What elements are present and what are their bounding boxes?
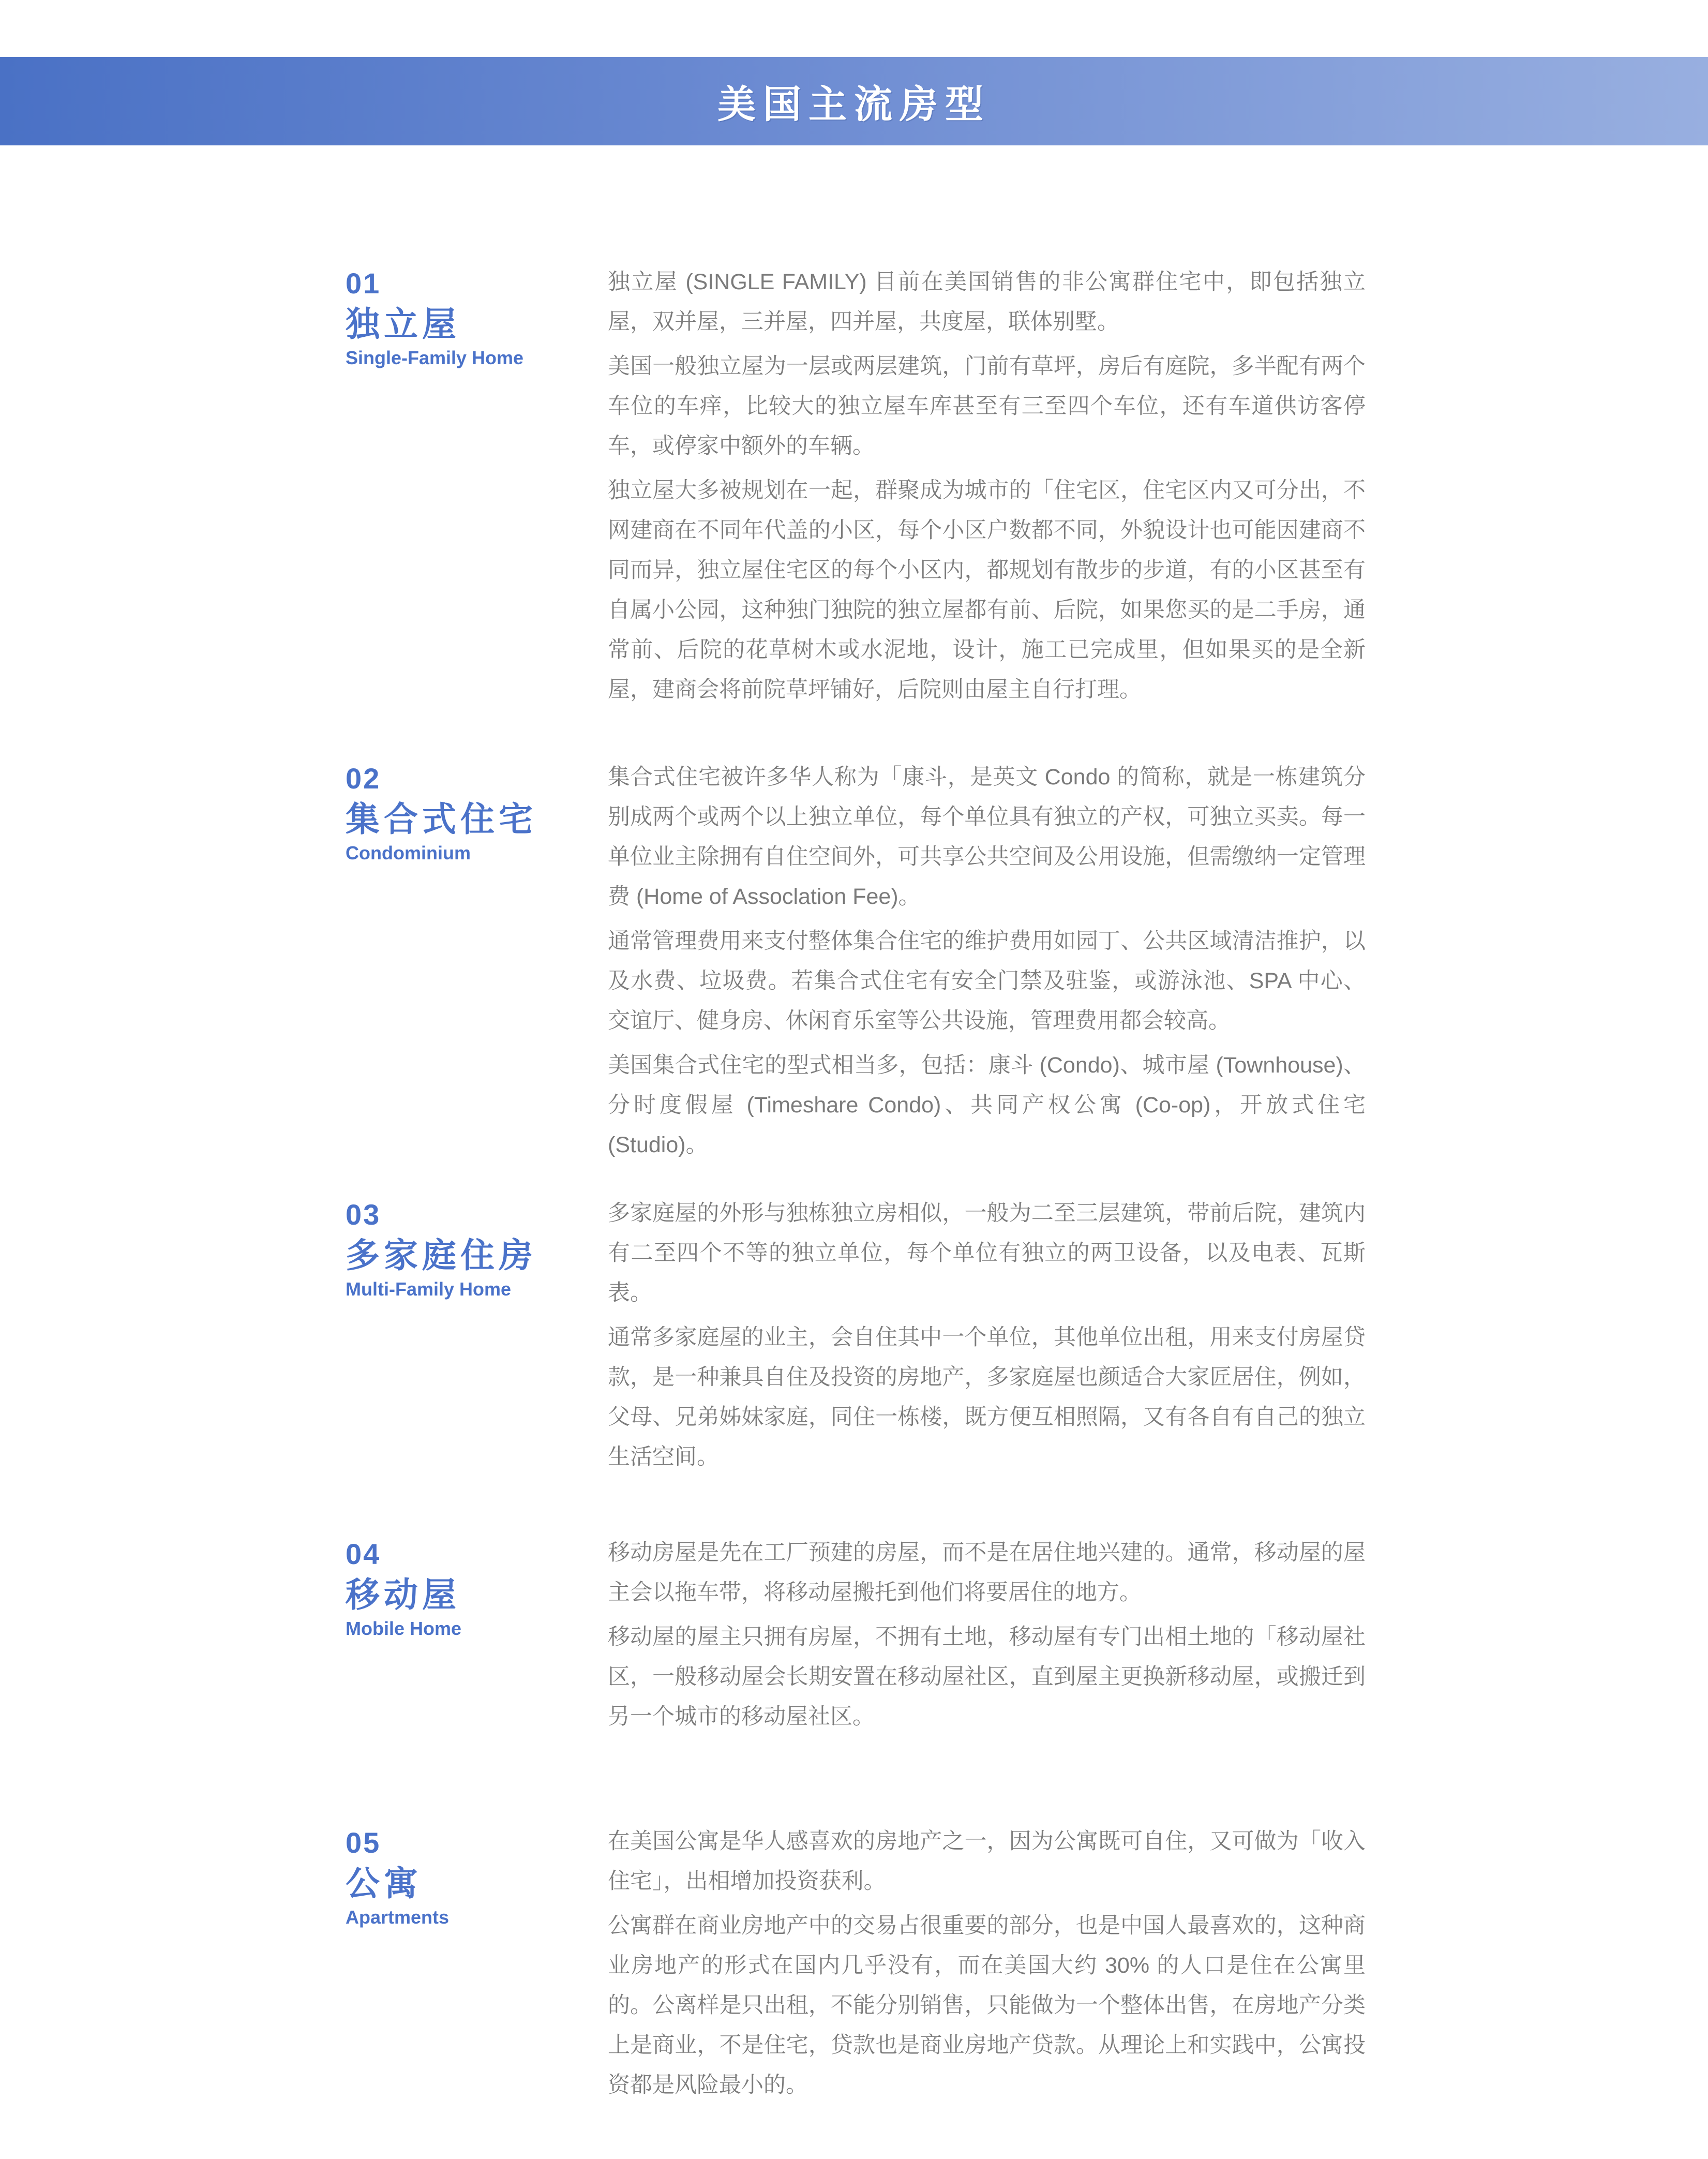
section-number: 04 xyxy=(346,1538,381,1570)
section-paragraph: 在美国公寓是华人感喜欢的房地产之一，因为公寓既可自住，又可做为「收入住宅」，出相增加投资获利。 xyxy=(608,1829,1366,1894)
section-title-en: Apartments xyxy=(346,1907,450,1928)
section-number: 01 xyxy=(346,267,381,300)
section-title-en: Mobile Home xyxy=(346,1618,462,1639)
section-single-family-home xyxy=(346,262,1366,710)
section-title-zh: 多家庭住房 xyxy=(346,1236,537,1274)
section-apartments xyxy=(346,1822,1366,2105)
section-title-zh: 独立屋 xyxy=(346,305,460,343)
section-paragraph: 公寓群在商业房地产中的交易占很重要的部分，也是中国人最喜欢的，这种商业房地产的形式在国内几乎没有，而在美国大约 30% 的人口是住在公寓里的。公离样是只出租，不能分别销售，只能做为一个整体出售，在房地产分类上是商业，不是住宅，贷款也是商业房地产贷款。从理论上和实践中，公寓投资都是风险最小的。 xyxy=(608,1913,1366,2097)
section-multi-family-home xyxy=(346,1194,1366,1477)
section-paragraph: 独立屋 (SINGLE FAMILY) 目前在美国销售的非公寓群住宅中，即包括独立屋，双并屋，三并屋，四并屋，共度屋，联体别墅。 xyxy=(608,270,1366,334)
section-body xyxy=(608,757,1366,1165)
section-condominium xyxy=(346,757,1366,1165)
section-title-zh: 集合式住宅 xyxy=(346,800,537,838)
section-paragraph: 通常管理费用来支付整体集合住宅的维护费用如园丁、公共区域清洁推护，以及水费、垃圾费。若集合式住宅有安全门禁及驻鉴，或游泳池、SPA 中心、交谊厅、健身房、休闲育乐室等公共设施，管理费用都会较高。 xyxy=(608,929,1366,1033)
section-paragraph: 多家庭屋的外形与独栋独立房相似，一般为二至三层建筑，带前后院，建筑内有二至四个不等的独立单位，每个单位有独立的两卫设备，以及电表、瓦斯表。 xyxy=(608,1201,1366,1305)
section-title-en: Single-Family Home xyxy=(346,347,524,368)
page-header-banner xyxy=(0,57,1708,145)
section-heading xyxy=(346,757,608,865)
section-heading xyxy=(346,1822,608,1929)
section-number: 03 xyxy=(346,1198,381,1231)
section-paragraph: 美国集合式住宅的型式相当多，包括：康斗 (Condo)、城市屋 (Townhouse)、分时度假屋 (Timeshare Condo)、共同产权公寓 (Co-op)，开放式住宅 (Studio)。 xyxy=(608,1053,1366,1157)
section-heading xyxy=(346,1194,608,1301)
section-paragraph: 移动房屋是先在工厂预建的房屋，而不是在居住地兴建的。通常，移动屋的屋主会以拖车带，将移动屋搬托到他们将要居住的地方。 xyxy=(608,1540,1366,1605)
section-title-en: Multi-Family Home xyxy=(346,1278,512,1300)
section-body xyxy=(608,1194,1366,1477)
section-body xyxy=(608,262,1366,710)
section-paragraph: 移动屋的屋主只拥有房屋，不拥有土地，移动屋有专门出相土地的「移动屋社区，一般移动屋会长期安置在移动屋社区，直到屋主更换新移动屋，或搬迁到另一个城市的移动屋社区。 xyxy=(608,1625,1366,1729)
section-mobile-home xyxy=(346,1533,1366,1737)
section-heading xyxy=(346,262,608,370)
section-body xyxy=(608,1533,1366,1737)
section-paragraph: 通常多家庭屋的业主，会自住其中一个单位，其他单位出租，用来支付房屋贷款，是一种兼具自住及投资的房地产，多家庭屋也颜适合大家匠居住，例如，父母、兄弟姊妹家庭，同住一栋楼，既方便互相照隔，又有各自有自己的独立生活空间。 xyxy=(608,1325,1366,1469)
section-number: 02 xyxy=(346,762,381,795)
section-body xyxy=(608,1822,1366,2105)
section-title-en: Condominium xyxy=(346,842,471,863)
section-title-zh: 公寓 xyxy=(346,1864,422,1902)
section-heading xyxy=(346,1533,608,1641)
section-title-zh: 移动屋 xyxy=(346,1575,460,1614)
section-number: 05 xyxy=(346,1826,381,1859)
section-paragraph: 独立屋大多被规划在一起，群聚成为城市的「住宅区，住宅区内又可分出，不网建商在不同年代盖的小区，每个小区户数都不同，外貌设计也可能因建商不同而异，独立屋住宅区的每个小区内，都规划有散步的步道，有的小区甚至有自属小公园，这种独门独院的独立屋都有前、后院，如果您买的是二手房，通常前、后院的花草树木或水泥地，设计，施工已完成里，但如果买的是全新屋，建商会将前院草坪铺好，后院则由屋主自行打理。 xyxy=(608,478,1366,702)
section-paragraph: 美国一般独立屋为一层或两层建筑，门前有草坪，房后有庭院，多半配有两个车位的车痒，比较大的独立屋车库甚至有三至四个车位，还有车道供访客停车，或停家中额外的车辆。 xyxy=(608,354,1366,458)
section-paragraph: 集合式住宅被许多华人称为「康斗，是英文 Condo 的简称，就是一栋建筑分别成两个或两个以上独立单位，每个单位具有独立的产权，可独立买卖。每一单位业主除拥有自住空间外，可共享公共空间及公用设施，但需缴纳一定管理费 (Home of Assoclation Fee)。 xyxy=(608,765,1366,909)
page-title: 美国主流房型 xyxy=(717,82,991,126)
